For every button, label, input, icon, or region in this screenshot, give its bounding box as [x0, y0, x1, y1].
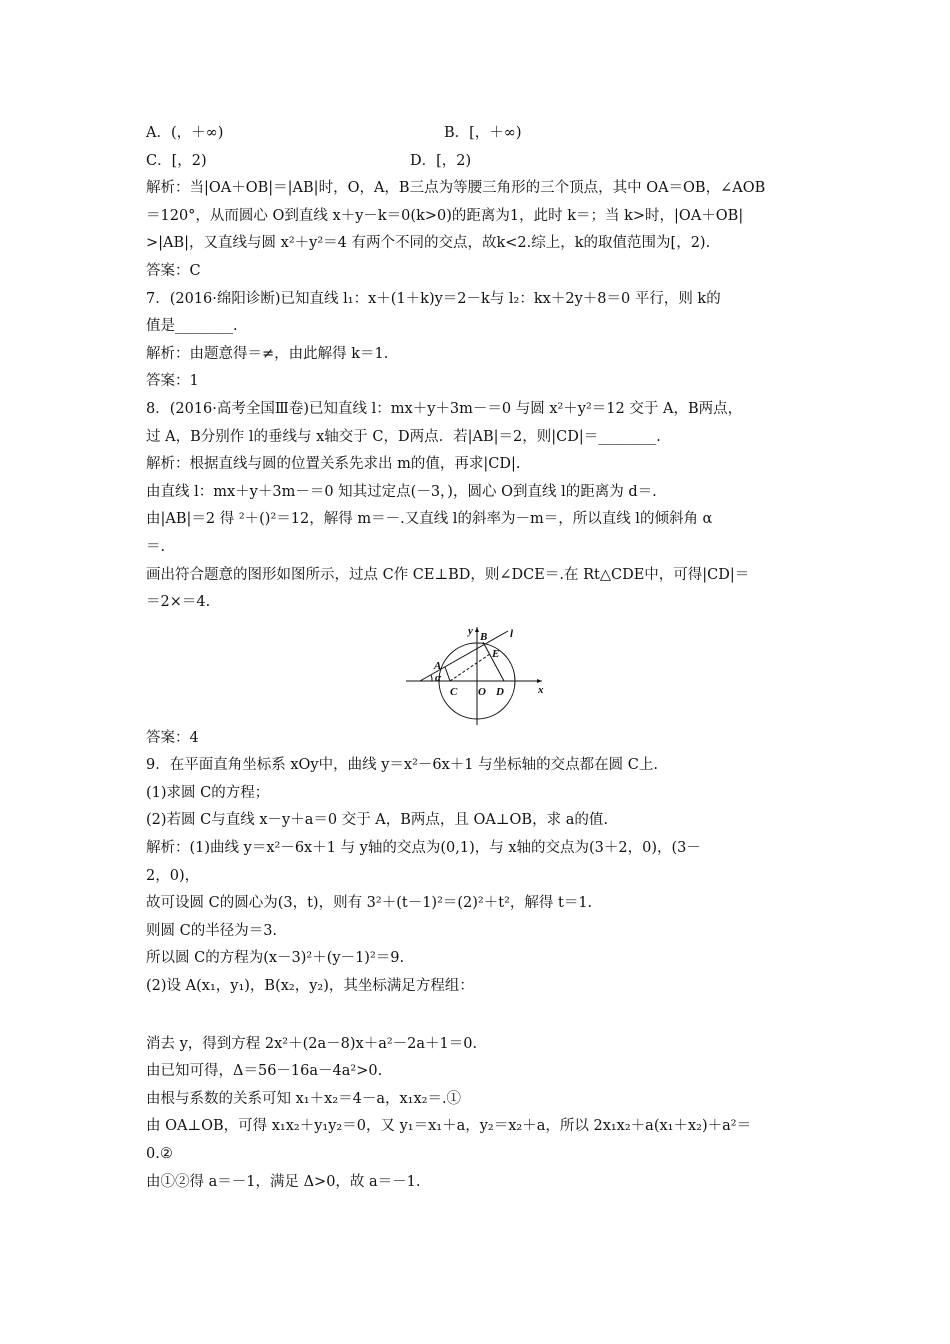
text-line: 9．在平面直角坐标系 xOy中，曲线 y＝x²－6x＋1 与坐标轴的交点都在圆 C上. [146, 757, 658, 774]
text-line: 解析：由题意得＝≠，由此解得 k＝1. [146, 345, 389, 362]
figure-area [146, 617, 811, 725]
label-e: E [492, 647, 500, 660]
text-line: 由根与系数的关系可知 x₁＋x₂＝4－a，x₁x₂＝.① [146, 1090, 462, 1107]
label-x: x [538, 683, 544, 696]
text-line: (2)若圆 C与直线 x－y＋a＝0 交于 A，B两点，且 OA⊥OB，求 a的值. [146, 812, 608, 829]
text-line: 解析：(1)曲线 y＝x²－6x＋1 与 y轴的交点为(0,1)，与 x轴的交点为(3＋2，0)，(3－ [146, 840, 701, 857]
label-l: l [510, 627, 514, 640]
text-line: 由①②得 a＝－1，满足 Δ>0，故 a＝－1. [146, 1173, 421, 1190]
x-axis-arrow [537, 679, 542, 683]
text-line: 由|AB|＝2 得 ²＋()²＝12，解得 m＝－.又直线 l的斜率为－m＝，所以直线 l的倾斜角 α [146, 511, 713, 528]
label-o: O [478, 685, 486, 698]
text-line: 由 OA⊥OB，可得 x₁x₂＋y₁y₂＝0，又 y₁＝x₁＋a，y₂＝x₂＋a，所以 2x₁x₂＋a(x₁＋x₂)＋a²＝ [146, 1118, 752, 1135]
text-line: 答案：C [146, 262, 201, 279]
option-c: C．[，2) [146, 152, 207, 169]
label-b: B [480, 630, 488, 643]
option-b: B．[，＋∞) [444, 125, 522, 141]
label-c: C [450, 685, 458, 698]
perpendicular-ac [445, 667, 450, 681]
text-line: 答案：1 [146, 373, 199, 390]
options-row-2 [146, 148, 811, 176]
text-line: 解析：当|OA＋OB|＝|AB|时，O，A，B三点为等腰三角形的三个顶点，其中 OA＝OB，∠AOB [146, 180, 766, 197]
text-line: 8．(2016·高考全国Ⅲ卷)已知直线 l：mx＋y＋3m－＝0 与圆 x²＋y²＝12 交于 A，B两点， [146, 400, 743, 417]
text-block-2 [146, 725, 811, 1001]
text-line: 画出符合题意的图形如图所示，过点 C作 CE⊥BD，则∠DCE＝.在 Rt△CDE中，可得|CD|＝ [146, 566, 750, 583]
text-line: ＝2×＝4. [146, 594, 211, 611]
text-line: 由已知可得，Δ＝56－16a－4a²>0. [146, 1063, 383, 1080]
option-d: D．[，2) [410, 152, 472, 169]
text-line: 值是________. [146, 318, 238, 335]
document-page [146, 120, 811, 1196]
text-line: 解析：根据直线与圆的位置关系先求出 m的值，再求|CD|. [146, 456, 521, 473]
text-line: 0.② [146, 1146, 173, 1162]
text-line: 故可设圆 C的圆心为(3，t)，则有 3²＋(t－1)²＝(2)²＋t²，解得 t＝1. [146, 895, 593, 912]
text-line: 7．(2016·绵阳诊断)已知直线 l₁：x＋(1＋k)y＝2－k与 l₂：kx＋2y＋8＝0 平行，则 k的 [146, 290, 721, 307]
angle-alpha-arc [431, 675, 432, 681]
option-a: A．(，＋∞) [146, 125, 224, 141]
circle-line-diagram [404, 623, 544, 727]
text-line: 消去 y，得到方程 2x²＋(2a－8)x＋a²－2a＋1＝0. [146, 1035, 478, 1052]
text-line: 2，0)， [146, 867, 200, 884]
text-line: (2)设 A(x₁，y₁)，B(x₂，y₂)，其坐标满足方程组： [146, 978, 474, 995]
text-line: ＝120°，从而圆心 O到直线 x＋y－k＝0(k>0)的距离为1，此时 k＝；当 k>时，|OA＋OB| [146, 207, 744, 224]
text-block-3 [146, 1031, 811, 1197]
text-line: 由直线 l：mx＋y＋3m－＝0 知其过定点(－3，)，圆心 O到直线 l的距离为 d＝. [146, 483, 657, 500]
equation-system-gap [146, 1001, 811, 1031]
text-line: 所以圆 C的方程为(x－3)²＋(y－1)²＝9. [146, 950, 405, 967]
label-a: A [434, 659, 442, 672]
label-alpha: α [435, 671, 442, 684]
text-block-1 [146, 175, 811, 617]
label-y: y [468, 624, 473, 637]
label-d: D [496, 685, 504, 698]
text-line: ＝. [146, 538, 166, 555]
text-line: 答案：4 [146, 729, 199, 746]
options-row-1 [146, 120, 811, 148]
text-line: 则圆 C的半径为＝3. [146, 922, 278, 939]
text-line: 过 A，B分别作 l的垂线与 x轴交于 C，D两点．若|AB|＝2，则|CD|＝________. [146, 428, 661, 445]
segment-ce [450, 654, 490, 681]
y-axis-arrow [475, 627, 479, 632]
text-line: (1)求圆 C的方程； [146, 784, 270, 801]
text-line: >|AB|，又直线与圆 x²＋y²＝4 有两个不同的交点，故k<2.综上，k的取值范围为[，2). [146, 235, 711, 252]
